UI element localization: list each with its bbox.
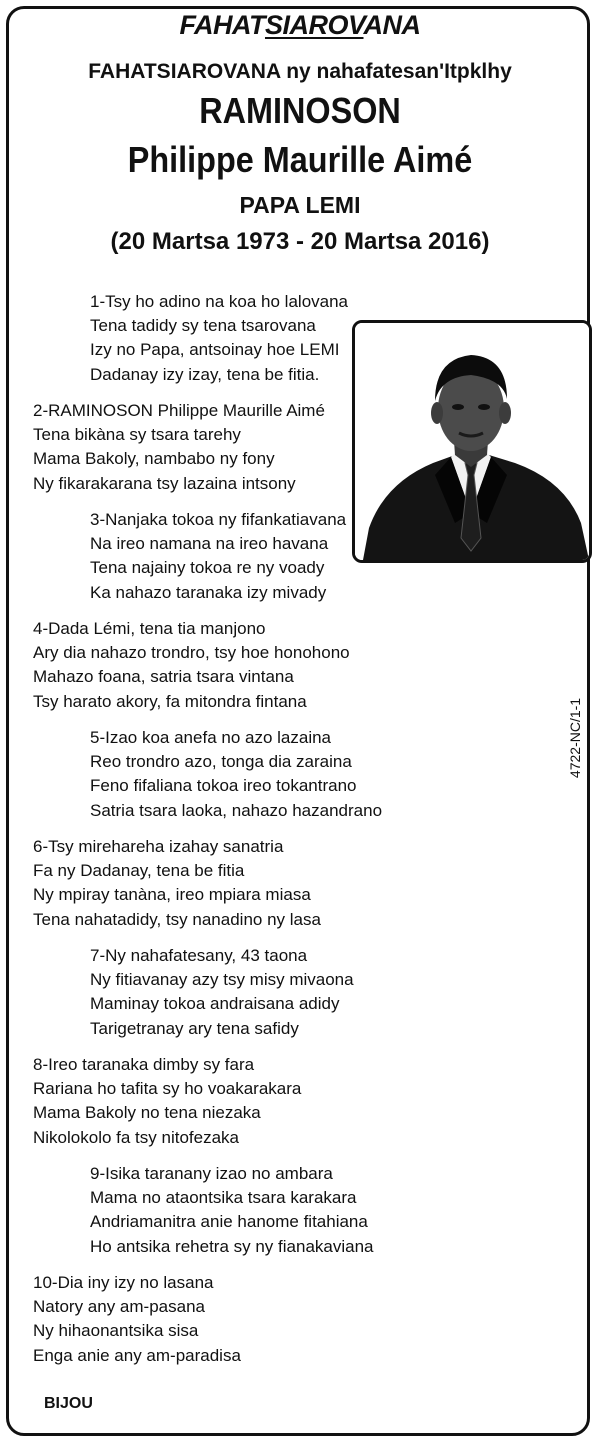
verse-line: Mama no ataontsika tsara karakara: [90, 1188, 357, 1208]
verse-line: Nikolokolo fa tsy nitofezaka: [33, 1127, 239, 1147]
verse-line: 4-Dada Lémi, tena tia manjono: [33, 619, 266, 638]
verse-line: Tena nahatadidy, tsy nanadino ny lasa: [33, 909, 321, 929]
verse-line: Satria tsara laoka, nahazo hazandrano: [90, 800, 383, 820]
portrait-photo: [352, 320, 592, 563]
deceased-surname: RAMINOSON: [199, 90, 401, 131]
stanza-5: [90, 726, 382, 823]
verse-line: Enga anie any am-paradisa: [33, 1345, 241, 1365]
verse-line: Tena bikàna sy tsara tarehy: [33, 425, 241, 445]
stanza-2: [33, 399, 325, 496]
verse-line: Tsy harato akory, fa mitondra fintana: [33, 691, 307, 711]
stanza-1: [90, 290, 348, 387]
verse-line: 6-Tsy mirehareha izahay sanatria: [33, 837, 284, 856]
reference-code: 4722-NC/1-1: [567, 697, 583, 779]
verse-line: Rariana ho tafita sy ho voakarakara: [33, 1079, 302, 1099]
stanza-9: [90, 1162, 374, 1259]
stanza-4: [33, 617, 350, 714]
portrait-illustration: [355, 323, 589, 560]
verse-line: Fa ny Dadanay, tena be fitia: [33, 861, 245, 881]
stanza-10: [33, 1271, 241, 1368]
stanza-7: [90, 944, 354, 1041]
verse-line: Ny hihaonantsika sisa: [33, 1321, 199, 1341]
verse-line: Ka nahazo taranaka izy mivady: [90, 582, 327, 602]
life-dates: (20 Martsa 1973 - 20 Martsa 2016): [110, 228, 490, 255]
verse-line: Dadanay izy izay, tena be fitia.: [90, 364, 320, 384]
stanza-8: [33, 1053, 301, 1150]
verse-line: Maminay tokoa andraisana adidy: [90, 994, 340, 1014]
verse-line: 5-Izao koa anefa no azo lazaina: [90, 728, 332, 747]
verse-line: Feno fifaliana tokoa ireo tokantrano: [90, 776, 357, 796]
verse-line: Na ireo namana na ireo havana: [90, 534, 329, 554]
verse-line: Tarigetranay ary tena safidy: [90, 1018, 299, 1038]
verse-line: Tena tadidy sy tena tsarovana: [90, 316, 316, 336]
stanza-3: [90, 508, 346, 605]
verse-line: 3-Nanjaka tokoa ny fifankatiavana: [90, 510, 347, 529]
verse-line: Ny fitiavanay azy tsy misy mivaona: [90, 970, 354, 990]
intro-line: FAHATSIAROVANA ny nahafatesan'Itpklhy: [88, 60, 512, 83]
verse-line: Tena najainy tokoa re ny voady: [90, 558, 325, 578]
verse-line: Ny mpiray tanàna, ireo mpiara miasa: [33, 885, 311, 905]
verse-line: 1-Tsy ho adino na koa ho lalovana: [90, 292, 349, 311]
verse-line: Mama Bakoly, nambabo ny fony: [33, 449, 275, 469]
verse-line: Andriamanitra anie hanome fitahiana: [90, 1212, 368, 1232]
deceased-given-names: Philippe Maurille Aimé: [127, 139, 473, 180]
header-title: FAHATSIAROVANA: [179, 10, 421, 40]
verse-line: 7-Ny nahafatesany, 43 taona: [90, 946, 308, 965]
verse-line: Reo trondro azo, tonga dia zaraina: [90, 752, 352, 772]
deceased-nickname: PAPA LEMI: [239, 192, 361, 218]
verse-line: Natory any am-pasana: [33, 1297, 205, 1317]
verse-line: Izy no Papa, antsoinay hoe LEMI: [90, 340, 340, 360]
verse-line: Mama Bakoly no tena niezaka: [33, 1103, 261, 1123]
signature: BIJOU: [44, 1395, 93, 1412]
verse-line: Ny fikarakarana tsy lazaina intsony: [33, 473, 296, 493]
verse-line: Ary dia nahazo trondro, tsy hoe honohono: [33, 643, 350, 663]
stanza-6: [33, 835, 321, 932]
verse-line: 10-Dia iny izy no lasana: [33, 1273, 214, 1292]
verse-line: 2-RAMINOSON Philippe Maurille Aimé: [33, 401, 325, 420]
verse-line: Mahazo foana, satria tsara vintana: [33, 667, 294, 687]
verse-line: 8-Ireo taranaka dimby sy fara: [33, 1055, 255, 1074]
verse-line: 9-Isika taranany izao no ambara: [90, 1164, 333, 1183]
verse-line: Ho antsika rehetra sy ny fianakaviana: [90, 1236, 374, 1256]
